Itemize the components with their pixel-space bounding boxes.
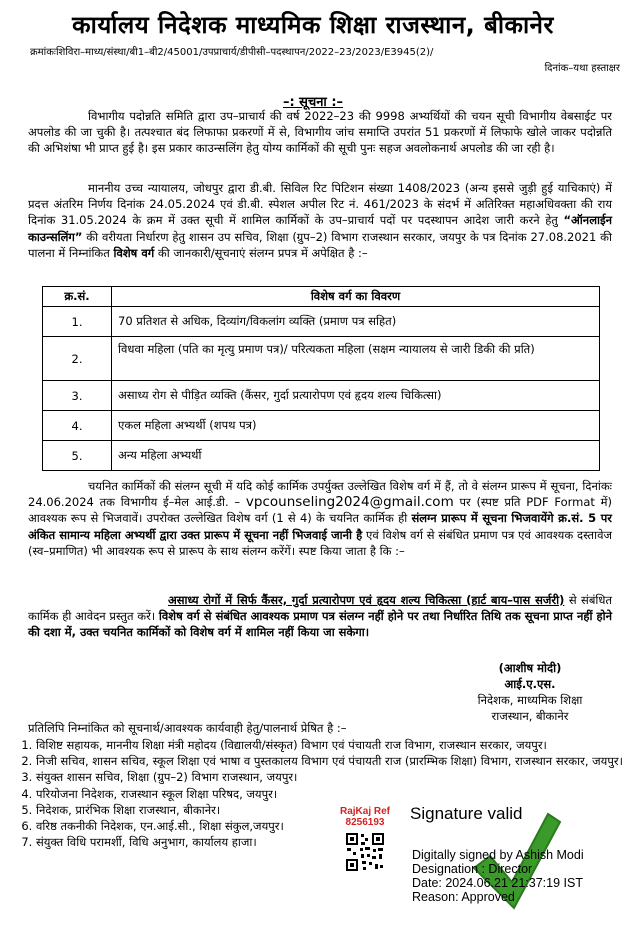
paragraph-1: विभागीय पदोन्नति समिति द्वारा उप–प्राचार्य की वर्ष 2022–23 की 9998 अभ्यर्थियों की चयन सूची विभागीय वेबसाईट पर अपलोड की जा चुकी है। तत्पश्चात बंद लिफाफा प्रकरणों में से, विभागीय जांच समाप्ति उपरांत 51 प्रकरणों में लिफाफे खोले जाकर पदोन्नति की अभिशंषा भी प्राप्त हुई है। इस प्रकार काउन्सलिंग हेतु योग्य कार्मिकों की सूची पुनः सहज अवलोकनार्थ अपलोड की जा रही है।: [28, 109, 612, 156]
row-sn: 3.: [43, 381, 112, 411]
row-description: असाध्य रोग से पीड़ित व्यक्ति (कैंसर, गुर्दा प्रत्यारोपण एवं हृदय शल्य चिकित्सा): [112, 381, 600, 411]
table-row: [43, 307, 600, 337]
list-item: 2. निजी सचिव, शासन सचिव, स्कूल शिक्षा एवं भाषा व पुस्तकालय विभाग एवं पंचायती राज (प्रारम्भिक शिक्षा) विभाग, राजस्थान सरकार, जयपुर।: [36, 753, 626, 769]
list-item: 5. निदेशक, प्रारंभिक शिक्षा राजस्थान, बीकानेर।: [36, 802, 366, 818]
paragraph-3: [28, 478, 612, 559]
table-row: [43, 381, 600, 411]
signatory-name: (आशीष मोदी): [498, 661, 562, 675]
digital-signature-date: Date: 2024.06.21 21:37:19 IST: [412, 876, 583, 890]
paragraph-2-text-end: की जानकारी/सूचनाएं संलग्न प्रपत्र में अपेक्षित है :–: [154, 245, 368, 260]
qr-code-icon: [345, 832, 385, 872]
paragraph-4-bold: विशेष वर्ग से संबंधित आवश्यक प्रमाण पत्र संलग्न नहीं होने पर तथा निर्धारित तिथि तक सूचना प्राप्त नहीं होने की दशा में, उक्त चयनित कार्मिकों को विशेष वर्ग में शामिल नहीं किया जा सकेगा।: [28, 609, 612, 640]
row-sn: 5.: [43, 441, 112, 471]
list-item: 7. संयुक्त विधि परामर्शी, विधि अनुभाग, कार्यालय हाजा।: [36, 834, 366, 850]
paragraph-3-bold-note: संलग्न प्रारूप में सूचना भिजवायेंगे क्र.सं. 5 पर अंकित सामान्य महिला अभ्यर्थी द्वारा उक्त प्रारूप में सूचना नहीं भिजवाई जानी है: [28, 511, 612, 542]
table-row: [43, 411, 600, 441]
office-title: कार्यालय निदेशक माध्यमिक शिक्षा राजस्थान, बीकानेर: [72, 11, 554, 39]
email-address[interactable]: vpcounseling2024@gmail.com: [245, 494, 454, 511]
rajkaj-reference: [330, 806, 400, 828]
table-row: [43, 441, 600, 471]
date-line: दिनांक–यथा हस्ताक्षर: [544, 63, 620, 74]
list-item: 4. परियोजना निदेशक, राजस्थान स्कूल शिक्षा परिषद, जयपुर।: [36, 786, 366, 802]
row-sn: 1.: [43, 307, 112, 337]
paragraph-3-text: चयनित कार्मिकों की संलग्न सूची में यदि कोई कार्मिक उपर्युक्त उल्लेखित विशेष वर्ग में हैं, तो वे संलग्न प्रारूप में सूचना, दिनांकः 24.06.2024 तक विभागीय ई–मेल आई.डी. –: [28, 479, 612, 510]
column-header-sn: क्र.सं.: [43, 287, 112, 307]
rajkaj-ref-label: RajKaj Ref: [339, 806, 390, 817]
paragraph-4-underlined: असाध्य रोगों में सिर्फ कैंसर, गुर्दा प्रत्यारोपण एवं हृदय शल्य चिकित्सा (हार्ट बाय–पास सर्जरी): [168, 593, 565, 607]
row-description: 70 प्रतिशत से अधिक, दिव्यांग/विकलांग व्यक्ति (प्रमाण पत्र सहित): [112, 307, 600, 337]
paragraph-3-text-end: एवं विशेष वर्ग से संबंधित प्रमाण पत्र एवं आवश्यक दस्तावेज (स्व–प्रमाणित) भी आवश्यक रूप से प्रारूप के साथ संलग्न करेंगें। स्पष्ट किया जाता है कि :–: [28, 527, 612, 558]
row-description: विधवा महिला (पति का मृत्यु प्रमाण पत्र)/ परित्यकता महिला (सक्षम न्यायालय से जारी डिकी की प्रति): [112, 337, 600, 381]
list-item: 1. विशिष्ट सहायक, माननीय शिक्षा मंत्री महोदय (विद्यालयी/संस्कृत) विभाग एवं पंचायती राज विभाग, राजस्थान सरकार, जयपुर।: [36, 737, 626, 753]
digital-signature-reason: Reason: Approved: [412, 890, 515, 904]
online-counselling-label: “ऑनलाईन काउन्सलिंग”: [28, 213, 612, 244]
digital-signature-signer: Digitally signed by Ashish Modi: [412, 848, 584, 862]
paragraph-2-text: माननीय उच्च न्यायालय, जोधपुर द्वारा डी.बी. सिविल रिट पिटिशन संख्या 1408/2023 (अन्य इससे जुड़ी हुई याचिकाएं) में प्रदत्त अंतरिम निर्णय दिनांक 24.05.2024 एवं डी.बी. स्पेशल अपील रिट नं. 461/2023 के संदर्भ में अतिरिक्त महाअधिवक्ता की राय दिनांक 31.05.2024 के क्रम में उक्त सूची में शामिल कार्मिकों के उप–प्राचार्य पदों पर पदस्थापन आदेश जारी करने हेतु: [28, 181, 612, 228]
list-item: 3. संयुक्त शासन सचिव, शिक्षा (ग्रुप–2) विभाग राजस्थान, जयपुर।: [36, 769, 366, 785]
digital-signature-designation: Designation : Director: [412, 862, 533, 876]
signatory-place: राजस्थान, बीकानेर: [491, 709, 569, 723]
paragraph-4-text: से संबंधित कार्मिक ही आवेदन प्रस्तुत करें।: [28, 593, 613, 624]
notice-heading: –: सूचना :–: [282, 95, 344, 110]
row-description: अन्य महिला अभ्यर्थी: [112, 441, 600, 471]
special-category-label: विशेष वर्ग: [113, 245, 155, 260]
paragraph-2: [28, 180, 612, 261]
column-header-description: विशेष वर्ग का विवरण: [112, 287, 600, 307]
paragraph-4: [28, 592, 612, 641]
paragraph-3-text-mid: पर (स्पष्ट प्रति PDF Format में) आवश्यक रूप से भिजवावें। उपरोक्त उल्लेखित विशेष वर्ग (1 से 4) के चयनित कार्मिक ही: [28, 495, 612, 526]
signatory-designation: निदेशक, माध्यमिक शिक्षा: [477, 693, 583, 707]
table-row: [43, 337, 600, 381]
signature-status: Signature valid: [410, 804, 523, 823]
row-sn: 4.: [43, 411, 112, 441]
table-header-row: [43, 287, 600, 307]
rajkaj-ref-number: 8256193: [345, 817, 385, 828]
copy-to-intro: प्रतिलिपि निम्नांकित को सूचनार्थ/आवश्यक कार्यवाही हेतु/पालनार्थ प्रेषित है :–: [28, 721, 347, 735]
list-item: 6. वरिष्ठ तकनीकी निदेशक, एन.आई.सी., शिक्षा संकुल,जयपुर।: [36, 818, 366, 834]
special-category-table: [42, 286, 600, 471]
row-sn: 2.: [43, 337, 112, 381]
row-description: एकल महिला अभ्यर्थी (शपथ पत्र): [112, 411, 600, 441]
signatory-block: [440, 660, 620, 724]
signatory-service: आई.ए.एस.: [504, 677, 556, 691]
reference-number: क्रमांकःशिविरा–माध्य/संस्था/बी1–बी2/45001/उपप्राचार्य/डीपीसी–पदस्थापन/2022–23/2023/E3945(2)/: [30, 47, 434, 58]
digital-signature-details: [412, 848, 584, 904]
paragraph-2-text-mid: की वरीयता निर्धारण हेतु शासन उप सचिव, शिक्षा (ग्रुप–2) विभाग राजस्थान सरकार, जयपुर के पत्र दिनांक 27.08.2021 की पालना में निम्नांकित: [28, 229, 612, 260]
